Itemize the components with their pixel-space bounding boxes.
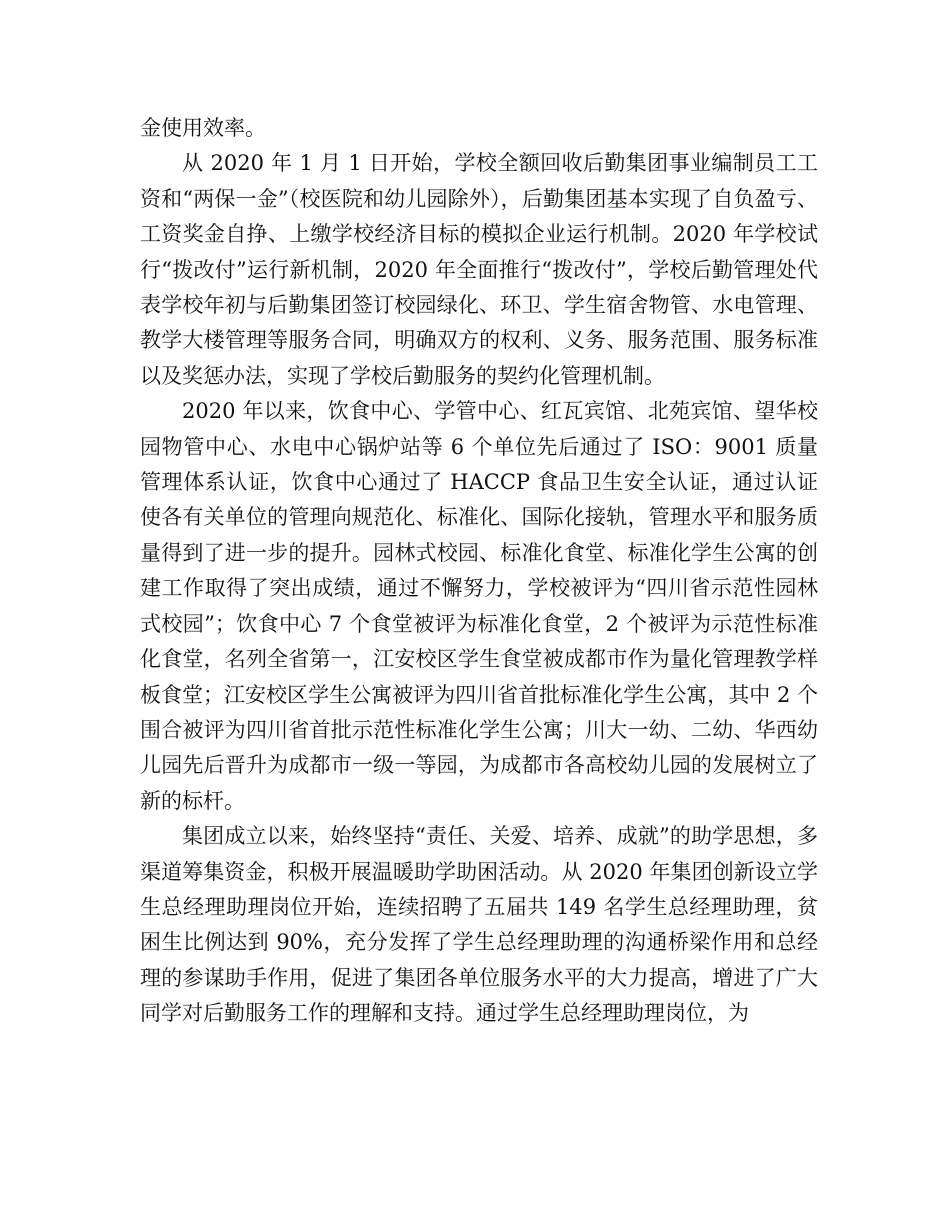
document-body: [140, 111, 818, 1032]
paragraph-funding-reform: 从 2020 年 1 月 1 日开始，学校全额回收后勤集团事业编制员工工资和“两保一金”（校医院和幼儿园除外），后勤集团基本实现了自负盈亏、工资奖金自挣、上缴学校经济目标的模拟企业运行机制。2020 年学校试行“拨改付”运行新机制，2020 年全面推行“拨改付”，学校后勤管理处代表学校年初与后勤集团签订校园绿化、环卫、学生宿舍物管、水电管理、教学大楼管理等服务合同，明确双方的权利、义务、服务范围、服务标准以及奖惩办法，实现了学校后勤服务的契约化管理机制。: [140, 151, 818, 388]
paragraph-certification: 2020 年以来，饮食中心、学管中心、红瓦宾馆、北苑宾馆、望华校园物管中心、水电中心锅炉站等 6 个单位先后通过了 ISO：9001 质量管理体系认证，饮食中心通过了 HACCP 食品卫生安全认证，通过认证使各有关单位的管理向规范化、标准化、国际化接轨，管理水平和服务质量得到了进一步的提升。园林式校园、标准化食堂、标准化学生公寓的创建工作取得了突出成绩，通过不懈努力，学校被评为“四川省示范性园林式校园”；饮食中心 7 个食堂被评为标准化食堂，2 个被评为示范性标准化食堂，名列全省第一，江安校区学生食堂被成都市作为量化管理教学样板食堂；江安校区学生公寓被评为四川省首批标准化学生公寓，其中 2 个围合被评为四川省首批示范性标准化学生公寓；川大一幼、二幼、华西幼儿园先后晋升为成都市一级一等园，为成都市各高校幼儿园的发展树立了新的标杆。: [140, 399, 818, 813]
paragraph-continuation: 金使用效率。: [140, 116, 266, 140]
paragraph-student-assistants: 集团成立以来，始终坚持“责任、关爱、培养、成就”的助学思想，多渠道筹集资金，积极开展温暖助学助困活动。从 2020 年集团创新设立学生总经理助理岗位开始，连续招聘了五届共 149 名学生总经理助理，贫困生比例达到 90%，充分发挥了学生总经理助理的沟通桥梁作用和总经理的参谋助手作用，促进了集团各单位服务水平的大力提高，增进了广大同学对后勤服务工作的理解和支持。通过学生总经理助理岗位，为: [140, 824, 818, 1026]
